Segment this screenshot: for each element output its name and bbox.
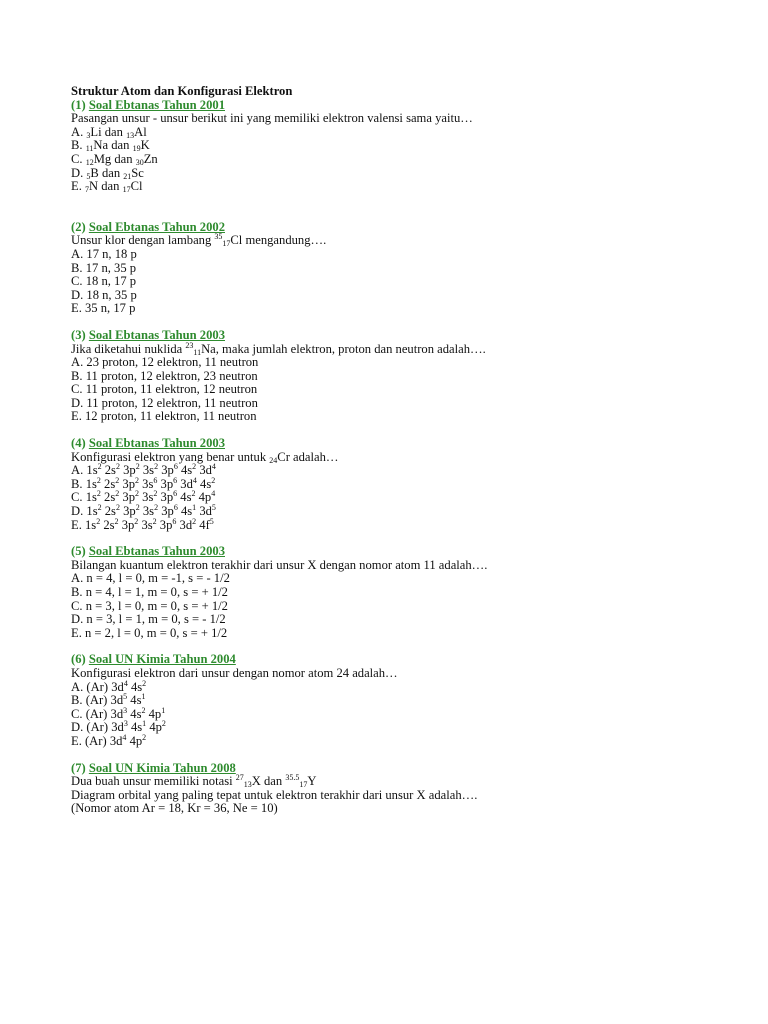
answer-option: A. 23 proton, 12 elektron, 11 neutron: [71, 355, 259, 370]
question-source-link[interactable]: Soal Ebtanas Tahun 2002: [88, 219, 225, 234]
question-heading: [71, 762, 711, 776]
answer-option: (Nomor atom Ar = 18, Kr = 36, Ne = 10): [71, 801, 278, 816]
answer-option: E. 12 proton, 11 elektron, 11 neutron: [71, 409, 257, 424]
question-prompt: Pasangan unsur - unsur berikut ini yang memiliki elektron valensi sama yaitu…: [71, 111, 473, 126]
question-number: (6): [71, 652, 86, 667]
question-prompt: Bilangan kuantum elektron terakhir dari unsur X dengan nomor atom 11 adalah….: [71, 557, 488, 572]
question-4: [71, 437, 711, 532]
question-number: (7): [71, 760, 86, 775]
question-source-link[interactable]: Soal UN Kimia Tahun 2008: [88, 760, 236, 775]
question-heading: [71, 329, 711, 343]
answer-option: C. $1s^2$ $2s^2$ $3p^2$ $3s^2$ $3p^6$ $4s^2$ $4p^4$: [71, 489, 216, 505]
question-3: [71, 329, 711, 424]
document-title: Struktur Atom dan Konfigurasi Elektron: [71, 84, 293, 98]
question-number: (4): [71, 436, 86, 451]
answer-option: C. $_{12}$Mg dan $_{30}$Zn: [71, 151, 158, 167]
question-prompt: Dua buah unsur memiliki notasi $^{27}_{13}$X dan $^{35.5}_{17}$Y: [71, 773, 317, 790]
question-number: (3): [71, 327, 86, 342]
question-5: [71, 545, 711, 640]
answer-option: C. 11 proton, 11 elektron, 12 neutron: [71, 382, 258, 397]
question-list: [71, 99, 711, 816]
answer-option: A. $_3$Li dan $_{13}$Al: [71, 124, 147, 140]
answer-option: D. $_5$B dan $_{21}$Sc: [71, 165, 144, 181]
question-number: (1): [71, 97, 86, 112]
answer-option: E. n = 2, l = 0, m = 0, s = + 1/2: [71, 625, 228, 640]
question-number: (5): [71, 544, 86, 559]
question-source-link[interactable]: Soal Ebtanas Tahun 2003: [88, 327, 225, 342]
question-heading: [71, 437, 711, 451]
question-prompt: Konfigurasi elektron yang benar untuk $_{24}$Cr adalah…: [71, 449, 339, 465]
answer-option: D. n = 3, l = 1, m = 0, s = - 1/2: [71, 612, 226, 627]
question-7: [71, 762, 711, 816]
question-source-link[interactable]: Soal UN Kimia Tahun 2004: [88, 652, 236, 667]
answer-option: B. n = 4, l = 1, m = 0, s = + 1/2: [71, 585, 228, 599]
answer-option: C. 18 n, 17 p: [71, 274, 137, 289]
answer-option: E. 35 n, 17 p: [71, 301, 136, 316]
question-source-link[interactable]: Soal Ebtanas Tahun 2003: [88, 436, 225, 451]
document-content: [71, 85, 711, 829]
answer-option: E. $1s^2$ $2s^2$ $3p^2$ $3s^2$ $3p^6$ $3d^2$ $4f^5$: [71, 516, 214, 532]
question-heading: [71, 99, 711, 113]
answer-option: E. (Ar) $3d^4$ $4p^2$: [71, 732, 147, 748]
question-number: (2): [71, 219, 86, 234]
answer-option: D. (Ar) $3d^3$ $4s^1$ $4p^2$: [71, 719, 166, 735]
answer-option: D. 18 n, 35 p: [71, 287, 137, 302]
answer-option: A. 17 n, 18 p: [71, 246, 137, 261]
answer-option: B. $_{11}$Na dan $_{19}$K: [71, 138, 150, 154]
question-source-link[interactable]: Soal Ebtanas Tahun 2003: [88, 544, 225, 559]
question-2: [71, 221, 711, 316]
question-6: [71, 653, 711, 748]
answer-option: E. $_7$N dan $_{17}$Cl: [71, 179, 143, 195]
answer-option: Diagram orbital yang paling tepat untuk elektron terakhir dari unsur X adalah….: [71, 787, 478, 802]
answer-option: B. $1s^2$ $2s^2$ $3p^2$ $3s^6$ $3p^6$ $3d^4$ $4s^2$: [71, 475, 216, 491]
question-prompt: Konfigurasi elektron dari unsur dengan nomor atom 24 adalah…: [71, 665, 398, 680]
answer-option: D. 11 proton, 12 elektron, 11 neutron: [71, 395, 258, 410]
answer-option: C. n = 3, l = 0, m = 0, s = + 1/2: [71, 598, 228, 613]
answer-option: A. $1s^2$ $2s^2$ $3p^2$ $3s^2$ $3p^6$ $4s^2$ $3d^4$: [71, 462, 216, 478]
answer-option: A. (Ar) $3d^4$ $4s^2$: [71, 678, 147, 694]
answer-option: B. 11 proton, 12 elektron, 23 neutron: [71, 368, 258, 383]
answer-option: D. $1s^2$ $2s^2$ $3p^2$ $3s^2$ $3p^6$ $4s^1$ $3d^5$: [71, 503, 216, 519]
answer-option: B. (Ar) $3d^5$ $4s^1$: [71, 692, 146, 708]
question-heading: [71, 545, 711, 559]
question-heading: [71, 653, 711, 667]
answer-option: A. n = 4, l = 0, m = -1, s = - 1/2: [71, 571, 230, 586]
question-prompt: Jika diketahui nuklida $^{23}_{11}$Na, maka jumlah elektron, proton dan neutron adalah….: [71, 340, 486, 357]
question-heading: [71, 221, 711, 235]
answer-option: C. (Ar) $3d^3$ $4s^2$ $4p^1$: [71, 705, 166, 721]
question-prompt: Unsur klor dengan lambang $^{35}_{17}$Cl mengandung….: [71, 232, 327, 249]
answer-option: B. 17 n, 35 p: [71, 260, 137, 275]
question-1: [71, 99, 711, 194]
question-source-link[interactable]: Soal Ebtanas Tahun 2001: [88, 97, 225, 112]
